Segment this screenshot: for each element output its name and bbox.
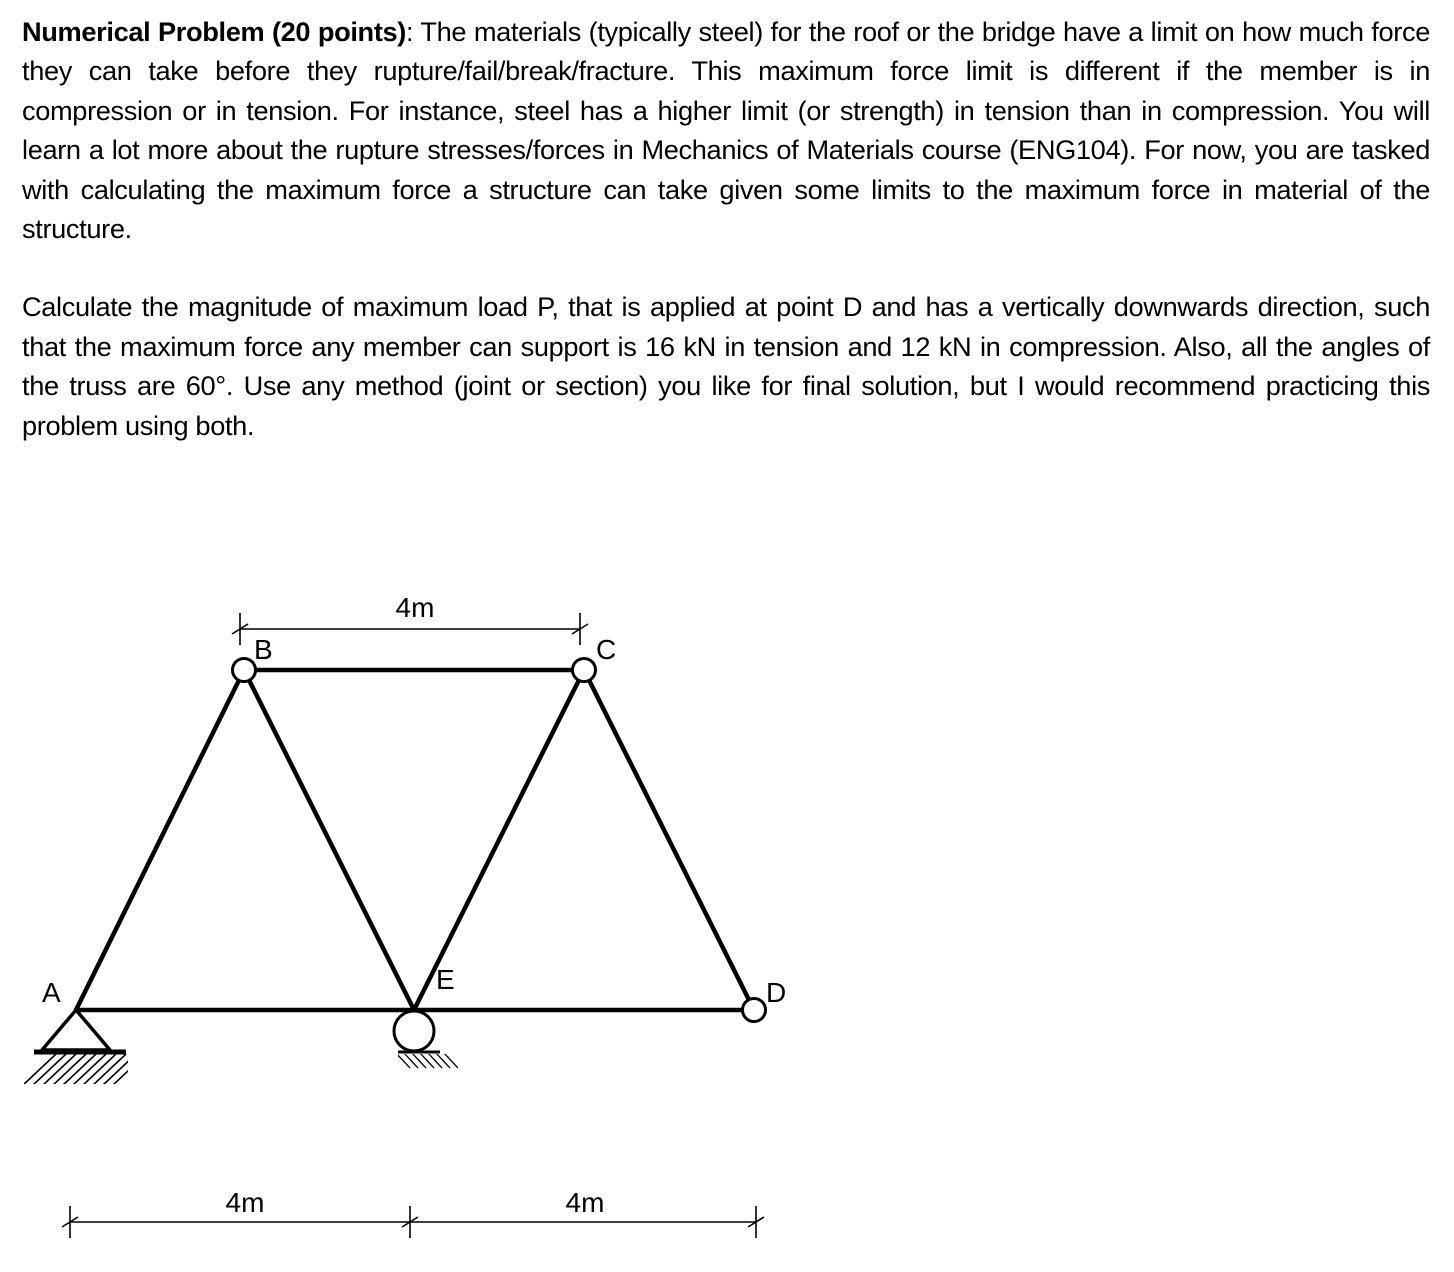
member-cd	[584, 670, 754, 1010]
dimension-label-bottom-ae: 4m	[225, 1187, 265, 1218]
problem-intro-text: The materials (typically steel) for the roof or the bridge have a limit on how much force they can take before they rupture/fail/break/fracture. This maximum force limit is different if the member is in compression or in tension. For instance, steel has a higher limit (or strength) in tension than in compression. You will learn a lot more about the rupture stresses/forces in Mechanics of Materials course (ENG104). For now, you are tasked with calculating the maximum force a structure can take given some limits to the maximum force in material of the structure.	[22, 16, 1430, 245]
dimension-label-bottom-ed: 4m	[565, 1187, 605, 1218]
joint-label-d: D	[766, 977, 787, 1008]
joint-label-b: B	[254, 634, 273, 665]
member-ce	[414, 670, 584, 1010]
pin-support-hatch	[22, 1054, 146, 1086]
joint-label-c: C	[596, 634, 617, 665]
problem-heading-suffix: :	[406, 16, 421, 47]
pin-support-a	[22, 1010, 146, 1086]
joint-b	[233, 659, 256, 682]
joint-labels	[42, 634, 786, 1008]
member-be	[244, 670, 414, 1010]
joint-d	[743, 999, 766, 1022]
roller-support-hatch	[396, 1053, 458, 1068]
truss-members	[76, 670, 754, 1010]
dimension-bottom	[62, 1206, 764, 1238]
member-ab	[76, 670, 244, 1010]
problem-heading: Numerical Problem (20 points)	[22, 16, 406, 47]
roller-support-e	[394, 1011, 458, 1068]
dimension-label-top-bc: 4m	[395, 592, 435, 623]
joint-label-a: A	[42, 977, 61, 1008]
joint-c	[573, 659, 596, 682]
problem-paragraph-2: Calculate the magnitude of maximum load P, that is applied at point D and has a vertically downwards direction, such that the maximum force any member can support is 16 kN in tension and 12 kN in compression. Also, all the angles of the truss are 60°. Use any method (joint or section) you like for final solution, but I would recommend practicing this problem using both.	[22, 291, 1430, 441]
joint-label-e: E	[436, 964, 455, 995]
